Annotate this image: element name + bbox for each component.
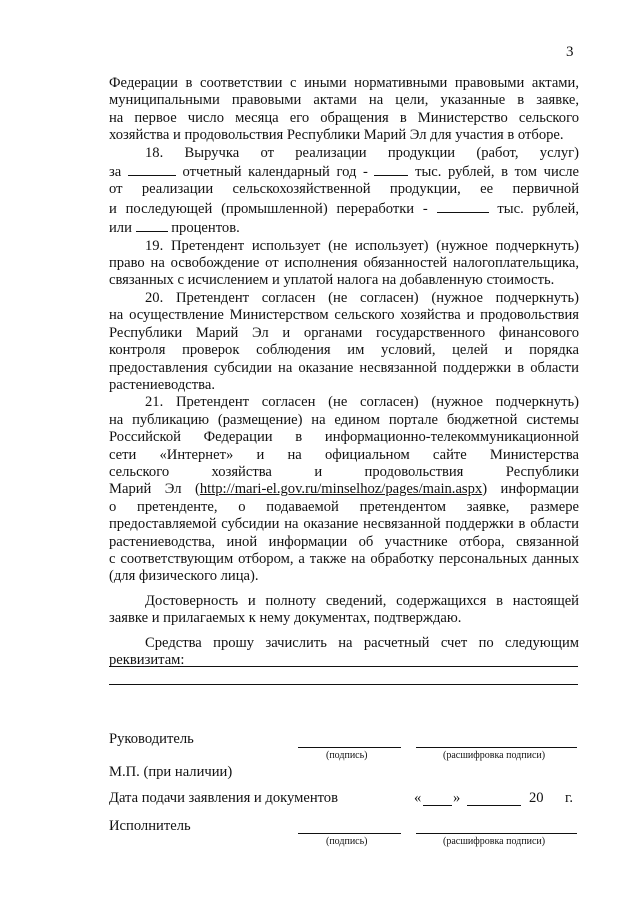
revenue-period-blank[interactable] [128, 162, 176, 176]
bank-details-line: реквизитам: [109, 652, 185, 668]
head-signature-caption: (подпись) [326, 750, 368, 761]
item-20-line: Республики Марий Эл и органами государственного финансового [109, 324, 579, 341]
year-suffix: г. [565, 790, 573, 806]
item-21-line: 21. Претендент согласен (не согласен) (нужное подчеркнуть) [145, 394, 579, 411]
percent-blank[interactable] [136, 218, 168, 232]
date-month-blank[interactable] [467, 805, 521, 806]
date-open-quote: « [414, 790, 422, 806]
item-20-line: растениеводства. [109, 376, 215, 393]
item-18-line: или процентов. [109, 220, 240, 237]
executor-signature-line[interactable] [298, 833, 401, 834]
item-21-line: растениеводства, иной информации об участнике отбора, связанной [109, 533, 579, 550]
text-line: муниципальными правовыми актами на цели, указанные в заявке, [109, 92, 579, 109]
date-day-blank[interactable] [423, 805, 452, 806]
item-21-line: на публикацию (размещение) на едином портале бюджетной системы [109, 411, 579, 428]
bank-details-line-2[interactable] [109, 684, 578, 685]
item-18-line: за отчетный календарный год - тыс. рублей, в том числе [109, 164, 579, 181]
certification-line: Достоверность и полноту сведений, содержащихся в настоящей [145, 592, 579, 609]
processing-amount-blank[interactable] [437, 199, 489, 213]
document-body [109, 75, 579, 669]
ministry-site-link[interactable]: http://mari-el.gov.ru/minselhoz/pages/main.aspx [199, 481, 483, 498]
item-19-line: связанных с исчислением и уплатой налога на добавленную стоимость. [109, 272, 555, 289]
executor-label: Исполнитель [109, 818, 191, 834]
item-20-line: 20. Претендент согласен (не согласен) (нужное подчеркнуть) [145, 289, 579, 306]
text-line: хозяйства и продовольствия Республики Марий Эл для участия в отборе. [109, 127, 564, 144]
date-label: Дата подачи заявления и документов [109, 790, 338, 806]
bank-details-line: Средства прошу зачислить на расчетный счет по следующим [145, 634, 579, 651]
item-21-line: Марий Эл (http://mari-el.gov.ru/minselhoz/pages/main.aspx) информации [109, 481, 579, 498]
item-21-line: о претенденте, о подаваемой претендентом заявке, размере [109, 498, 579, 515]
stamp-label: М.П. (при наличии) [109, 764, 233, 780]
item-20-line: предоставления субсидии на оказание несвязанной поддержки в области [109, 359, 579, 376]
item-20-line: контроля проверок соблюдения им условий, целей и порядка [109, 342, 579, 359]
item-21-line: с соответствующим отбором, а также на обработку персональных данных [109, 550, 579, 567]
item-21-line: предоставляемой субсидии на оказание несвязанной поддержки в области [109, 516, 579, 533]
item-21-line: (для физического лица). [109, 568, 259, 585]
head-signature-line[interactable] [298, 747, 401, 748]
text-line: Федерации в соответствии с иными нормативными правовыми актами, [109, 75, 579, 91]
item-21-line: Российской Федерации в информационно-телекоммуникационной [109, 429, 579, 446]
certification-line: заявке и прилагаемых к нему документах, подтверждаю. [109, 610, 462, 627]
item-21-line: сети «Интернет» и на официальном сайте Министерства [109, 446, 579, 463]
item-20-line: на осуществление Министерством сельского хозяйства и продовольствия [109, 307, 579, 324]
item-18-line: 18. Выручка от реализации продукции (работ, услуг) [145, 144, 579, 161]
bank-details-line-1[interactable] [109, 666, 578, 667]
revenue-amount-blank[interactable] [374, 162, 408, 176]
executor-name-line[interactable] [416, 833, 577, 834]
executor-signature-caption: (подпись) [326, 836, 368, 847]
item-19-line: 19. Претендент использует (не использует) (нужное подчеркнуть) [145, 237, 579, 254]
executor-name-caption: (расшифровка подписи) [443, 836, 546, 847]
head-label: Руководитель [109, 731, 194, 747]
head-name-line[interactable] [416, 747, 577, 748]
item-18-line: от реализации сельскохозяйственной продукции, ее первичной [109, 181, 579, 198]
item-19-line: право на освобождение от исполнения обязанностей налогоплательщика, [109, 255, 579, 272]
item-21-line: сельского хозяйства и продовольствия Республики [109, 463, 579, 480]
year-prefix: 20 [529, 790, 544, 806]
head-name-caption: (расшифровка подписи) [443, 750, 546, 761]
text-line: на первое число месяца его обращения в Министерство сельского [109, 109, 579, 126]
date-close-quote: » [453, 790, 461, 806]
page-number: 3 [566, 44, 574, 60]
item-18-line: и последующей (промышленной) переработки - тыс. рублей, [109, 200, 580, 217]
